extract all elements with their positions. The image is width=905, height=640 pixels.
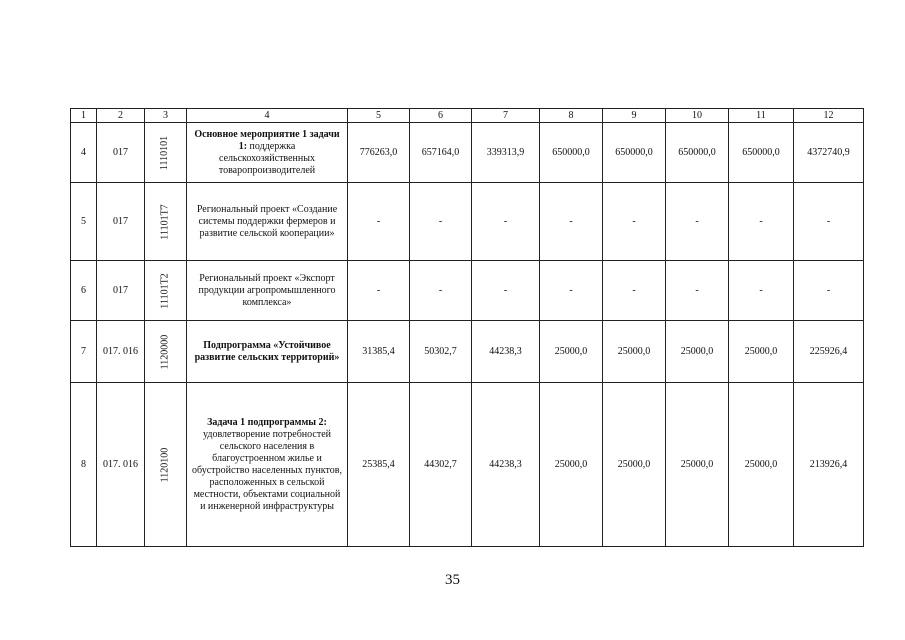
column-header: 11 (729, 109, 794, 123)
value-cell: 650000,0 (603, 123, 666, 183)
kbk-code-text: 1120100 (159, 447, 171, 482)
row-number-cell: 6 (71, 261, 97, 321)
value-cell: - (540, 183, 603, 261)
table-row (71, 383, 864, 547)
kbk-code-text: 1120000 (159, 334, 171, 369)
value-cell: 25000,0 (540, 321, 603, 383)
value-cell: 44238,3 (472, 321, 540, 383)
value-cell: 650000,0 (666, 123, 729, 183)
value-cell: 31385,4 (348, 321, 410, 383)
value-cell: 44238,3 (472, 383, 540, 547)
description-cell (187, 123, 348, 183)
budget-table (70, 108, 864, 547)
column-header: 12 (794, 109, 864, 123)
value-cell: - (603, 183, 666, 261)
value-cell: - (794, 261, 864, 321)
code-cell: 017 (97, 183, 145, 261)
value-cell: 50302,7 (410, 321, 472, 383)
value-cell: 25000,0 (540, 383, 603, 547)
kbk-cell (145, 183, 187, 261)
page-number: 35 (445, 572, 460, 588)
description-bold-text: Подпрограмма «Устойчивое развитие сельских территорий» (194, 339, 340, 363)
value-cell: - (472, 183, 540, 261)
kbk-cell (145, 383, 187, 547)
code-cell: 017 (97, 123, 145, 183)
value-cell: 25000,0 (603, 383, 666, 547)
table-body (71, 109, 864, 547)
column-header: 7 (472, 109, 540, 123)
value-cell: - (603, 261, 666, 321)
description-cell (187, 321, 348, 383)
value-cell: 650000,0 (540, 123, 603, 183)
value-cell: 4372740,9 (794, 123, 864, 183)
kbk-cell (145, 261, 187, 321)
row-number-cell: 8 (71, 383, 97, 547)
value-cell: - (410, 261, 472, 321)
kbk-cell (145, 123, 187, 183)
row-number-cell: 7 (71, 321, 97, 383)
column-header: 9 (603, 109, 666, 123)
value-cell: - (410, 183, 472, 261)
value-cell: - (794, 183, 864, 261)
table-row (71, 183, 864, 261)
value-cell: - (666, 183, 729, 261)
code-cell: 017 (97, 261, 145, 321)
description-text: поддержка сельскохозяйственных товаропроизводителей (218, 140, 316, 176)
column-header: 4 (187, 109, 348, 123)
kbk-code-text: 11101T2 (159, 272, 171, 309)
row-number-cell: 4 (71, 123, 97, 183)
value-cell: 213926,4 (794, 383, 864, 547)
value-cell: - (729, 183, 794, 261)
column-header: 10 (666, 109, 729, 123)
description-cell (187, 383, 348, 547)
description-cell (187, 261, 348, 321)
column-header: 8 (540, 109, 603, 123)
value-cell: 25000,0 (729, 321, 794, 383)
value-cell: 25000,0 (729, 383, 794, 547)
value-cell: - (348, 183, 410, 261)
value-cell: 25385,4 (348, 383, 410, 547)
value-cell: 44302,7 (410, 383, 472, 547)
row-number-cell: 5 (71, 183, 97, 261)
value-cell: 25000,0 (603, 321, 666, 383)
table-row (71, 123, 864, 183)
description-bold-text: Основное мероприятие 1 задачи 1: (194, 128, 340, 152)
value-cell: - (348, 261, 410, 321)
value-cell: 339313,9 (472, 123, 540, 183)
column-header: 1 (71, 109, 97, 123)
code-cell: 017. 016 (97, 321, 145, 383)
value-cell: - (729, 261, 794, 321)
value-cell: 776263,0 (348, 123, 410, 183)
kbk-code-text: 11101T7 (159, 203, 171, 240)
description-text: Региональный проект «Экспорт продукции агропромышленного комплекса» (198, 272, 336, 308)
column-header: 3 (145, 109, 187, 123)
column-header: 2 (97, 109, 145, 123)
description-text: удовлетворение потребностей сельского населения в благоустроенном жилье и обустройство населенных пунктов, расположенных в сельской местности, объектами социальной и инженерной инфраструктуры (192, 428, 342, 512)
value-cell: - (666, 261, 729, 321)
kbk-code-text: 1110101 (159, 135, 171, 170)
value-cell: 225926,4 (794, 321, 864, 383)
description-bold-text: Задача 1 подпрограммы 2: (207, 416, 327, 428)
value-cell: - (472, 261, 540, 321)
value-cell: 25000,0 (666, 383, 729, 547)
header-row (71, 109, 864, 123)
value-cell: 650000,0 (729, 123, 794, 183)
column-header: 5 (348, 109, 410, 123)
table-row (71, 321, 864, 383)
value-cell: - (540, 261, 603, 321)
column-header: 6 (410, 109, 472, 123)
kbk-cell (145, 321, 187, 383)
description-cell (187, 183, 348, 261)
table-row (71, 261, 864, 321)
value-cell: 25000,0 (666, 321, 729, 383)
value-cell: 657164,0 (410, 123, 472, 183)
code-cell: 017. 016 (97, 383, 145, 547)
description-text: Региональный проект «Создание системы поддержки фермеров и развитие сельской кооперации» (196, 203, 338, 239)
